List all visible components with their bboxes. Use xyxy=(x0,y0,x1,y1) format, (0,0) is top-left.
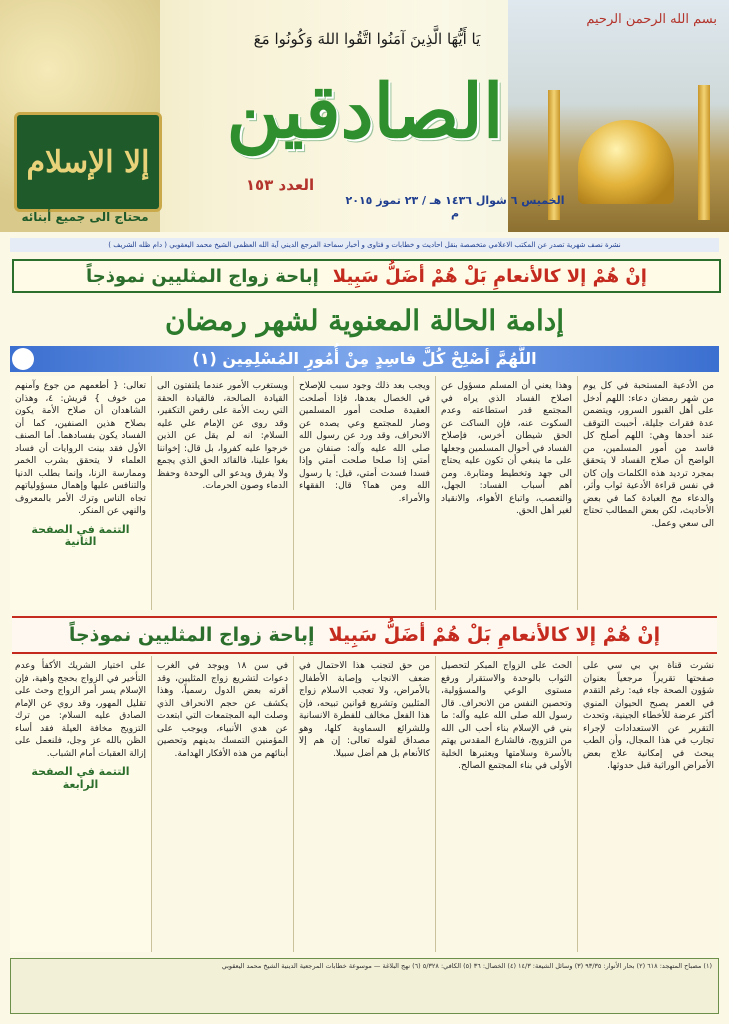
bar-circle-icon xyxy=(12,348,34,370)
article1-col-1 xyxy=(577,376,719,610)
publisher-strip: نشرة نصف شهرية تصدر عن المكتب الاعلامي متخصصة بنقل احاديث و خطابات و فتاوى و أخبار سماحة المرجع الديني آية الله العظمى الشيخ محمد اليعقوبي ( دام ظله الشريف ) xyxy=(10,238,719,252)
article1-text-5: تعالى: { أطعمهم من جوع وآمنهم من خوف } قريش: ٤، وهذان الشاهدان أن صلاح الأمة يكون بصلاح هذين الصنفين، كما أن الفساد يكون بفسادهما. أما الصنف الأول فقد بينت الروايات أن فساد العلماء لا يتحقق بشرب الخمر وممارسة الزنا، وإنما بطلب الدنيا والتنافس عليها وإهمال مسؤولياتهم تجاه الناس وترك الأمر بالمعروف والنهي عن المنكر. xyxy=(15,381,146,516)
article2-col-4 xyxy=(151,656,293,952)
article2-text-5: على اختيار الشريك الأكفأ وعدم التأخير في الزواج بحجج واهية، فإن الإسلام يسر أمر الزواج وحث على تقليل المهور، وقد روي عن الإمام الصادق عليه السلام: من ترك التزويج مخافة العيلة فقد أساء الظن بالله عز وجل، فلنعمل على إزالة العقبات أمام الشباب. xyxy=(15,661,146,759)
headline-top xyxy=(12,259,721,293)
ornament-panel xyxy=(0,0,160,232)
article2-text-3: من حق لتجنب هذا الاحتمال في ضعف الانجاب وإصابة الأطفال بالأمراض، ولا تعجب الاسلام زواج المثليين وتشريع قوانين تبيحه، فإن هذا الفعل مخالف للفطرة الانسانية وللشرائع السماوية كلها، وهو مصداق لقوله تعالى: إن هم إلا كالأنعام بل هم أضل سبيلا. xyxy=(299,661,430,759)
article2-text-4: في سن ١٨ ويوجد في الغرب دعوات لتشريع زواج المثليين، وقد أقرته بعض الدول رسمياً، وهذا يكشف عن حجم الانحراف الذي وصلت اليه المجتمعات التي ابتعدت عن هدي الأنبياء، ويوجب على المؤمنين التمسك بدينهم وتحصين أبنائهم من هذه الأفكار الهدامة. xyxy=(157,661,289,759)
issue-number: العدد ١٥٣ xyxy=(245,176,315,194)
article2-text-2: الحث على الزواج المبكر لتحصيل الثواب بالوحدة والاستقرار ورفع مستوى الوعي والمسؤولية، وتحصين النفس من الانحراف. قال رسول الله صلى الله عليه وآله: ما بني في الإسلام بناء أحب الى الله من التزويج، فالشارع المقدس يهتم بالأسرة وسلامتها ويعتبرها الخلية الأولى في بناء المجتمع الصالح. xyxy=(441,661,572,771)
article2-columns xyxy=(10,656,719,952)
headline-ramadan: إدامة الحالة المعنوية لشهر رمضان xyxy=(165,304,564,337)
article-title: اللَّهُمَّ أصْلِحْ كُلَّ فاسِدٍ مِنْ أُمُورِ المُسْلِمِين (١) xyxy=(192,349,537,368)
headline-quote: إنْ هُمْ إلا كالأنعامِ بَلْ هُمْ أضَلُّ سَبِيلا xyxy=(332,265,647,287)
article1-text-3: ويجب بعد ذلك وجود سبب للإصلاح في الخصال بعدها، فإذا أصلحت العقيدة صلحت أمور المسلمين وصار للمجتمع وعي يصده عن الانحراف، وقد ورد عن رسول الله صلى الله عليه وآله: صنفان من أمتي إذا صلحا صلحت أمتي وإذا فسدا فسدت أمتي، قيل: يا رسول الله ومن هما؟ قال: الفقهاء والأمراء. xyxy=(299,381,430,504)
masthead xyxy=(0,0,729,232)
minaret-right xyxy=(698,85,710,220)
basmala: بسم الله الرحمن الرحيم xyxy=(586,12,717,27)
article1-col-5 xyxy=(10,376,151,610)
headline2-quote: إنْ هُمْ إلا كالأنعامِ بَلْ هُمْ أضَلُّ سَبِيلا xyxy=(328,624,661,646)
article2-col-3 xyxy=(293,656,435,952)
emblem-caption: محتاج الى جميع أبنائه xyxy=(21,210,149,224)
article2-text-1: نشرت قناة بي بي سي على صفحتها تقريراً مرجعياً بعنوان شؤون الصحة جاء فيه: رغم التقدم في العمر يصبح الحيوان المنوي أكثر عرضة للأخطاء الجينية، وتحدث التقرير عن الاستعدادات لإجراء تجارب في هذا المجال، وأن الطب يبحث في إمكانية علاج بعض الأمراض الوراثية قبل حدوثها. xyxy=(583,661,714,771)
article2-col-5 xyxy=(10,656,151,952)
article2-continued: التتمة في الصفحة الرابعة xyxy=(31,765,130,791)
headline2-topic: إباحة زواج المثليين نموذجاً xyxy=(68,624,315,646)
issue-date: الخميس ٦ شوال ١٤٣٦ هـ / ٢٣ تموز ٢٠١٥ م xyxy=(345,194,565,220)
article1-col-4 xyxy=(151,376,293,610)
article1-continued: التتمة في الصفحة الثانية xyxy=(31,522,130,548)
quran-verse: يَا أَيُّهَا الَّذِينَ آمَنُوا اتَّقُوا اللهَ وَكُونُوا مَعَ xyxy=(253,30,481,48)
article1-text-2: وهذا يعني أن المسلم مسؤول عن اصلاح الفساد الذي يراه في المجتمع قدر استطاعته وعدم السكوت عنه، فإن الساكت عن الحق شيطان أخرس، فإصلاح الفساد في أحوال المسلمين وجعلها على ما ينبغي أن تكون عليه يحتاج الى جهد وتخطيط ومثابرة. ومن أهم أسباب الفساد: الجهل، والتعصب، واتباع الأهواء، والانقياد لغير أهل الحق. xyxy=(441,381,572,516)
article1-col-2 xyxy=(435,376,577,610)
references-box: (١) مصباح المتهجد: ٦١٨ (٢) بحار الأنوار: ٩٣/٣٥ (٣) وسائل الشيعة: ١٤/٣ (٤) الخصال: ٣٦ (٥) الكافي: ٥/٣٢٨ (٦) نهج البلاغة — موسوعة خطابات المرجعية الدينية الشيخ محمد اليعقوبي xyxy=(10,958,719,1014)
golden-dome xyxy=(578,120,674,204)
article2-col-1 xyxy=(577,656,719,952)
emblem-text: إلا الإسلام xyxy=(26,144,150,180)
article1-text-1: من الأدعية المستحبة في كل يوم من شهر رمضان دعاء: اللهم أدخل على أهل القبور السرور، ويتضمن عدة فقرات جليلة، أحببت التوقف عند أحدها وهي: اللهم أصلح كل فاسد من أمور المسلمين، من الواضح أن صلاح الفساد لا يتحقق بمجرد ترديد هذه الكلمات وإن كان في نفس قراءة الأدعية ثواب وأثر، والدعاء مخ العبادة كما في بعض الأحاديث، لكن بعض المطالب تحتاج الى سعي وعمل. xyxy=(583,381,714,529)
article1-columns xyxy=(10,376,719,610)
headline-topic: إباحة زواج المثليين نموذجاً xyxy=(86,265,319,287)
headline-article2 xyxy=(12,616,717,654)
newspaper-title: الصادقين xyxy=(226,69,504,155)
article1-text-4: ويستغرب الأمور عندما يلتفتون الى القيادة الصالحة، فالقيادة الحقة التي ربت الأمة على رفض التكفير، وقد روى عن الإمام علي عليه السلام: انه لم يقل عن الذين خرجوا عليه كفروا، بل قال: إخواننا بغوا علينا، فالقائد الحق الذي يجمع ولا يفرق ويدعو الى الوحدة وحفظ الدماء وصون الحرمات. xyxy=(157,381,288,491)
article-title-bar xyxy=(10,346,719,372)
article1-col-3 xyxy=(293,376,435,610)
emblem-logo xyxy=(14,112,162,212)
article2-col-2 xyxy=(435,656,577,952)
